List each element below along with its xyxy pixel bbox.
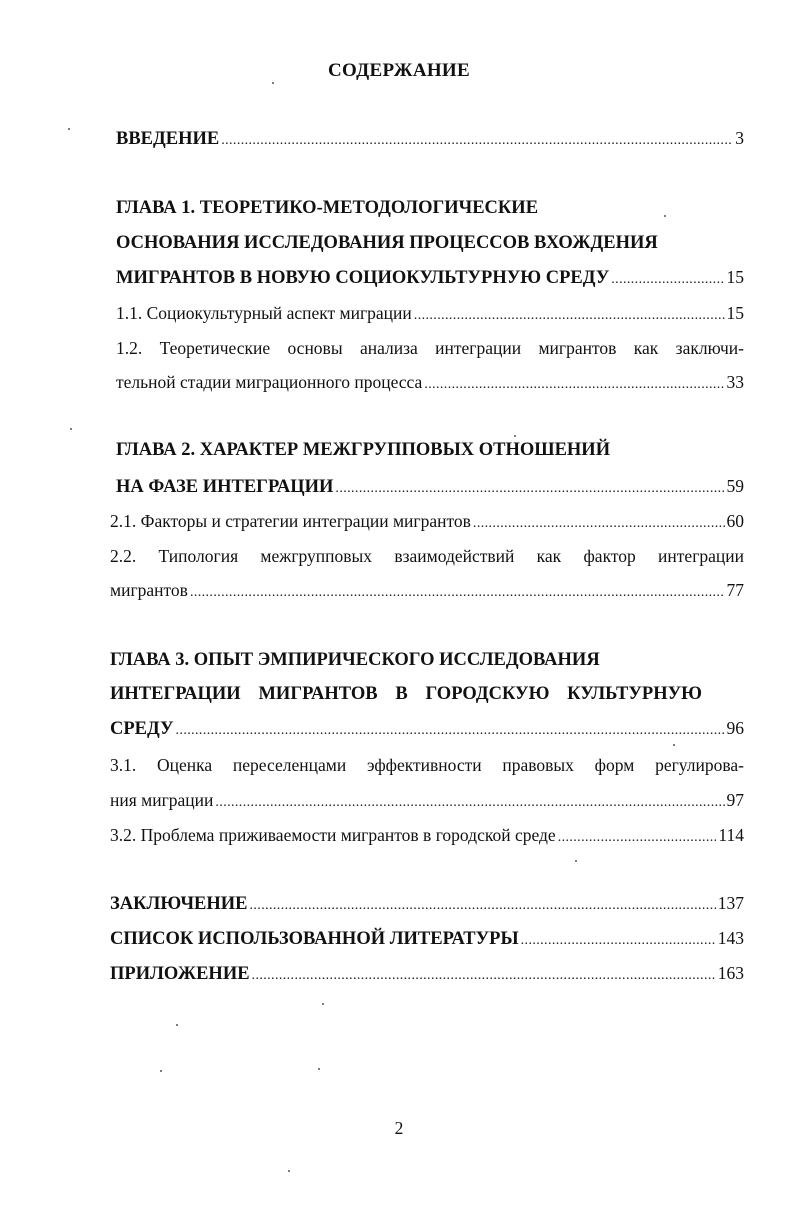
toc-leader	[176, 723, 725, 739]
toc-leader	[252, 968, 716, 984]
toc-label: ЗАКЛЮЧЕНИЕ	[110, 894, 248, 914]
toc-entry-intro	[116, 128, 744, 150]
toc-page: 77	[726, 580, 744, 600]
toc-label: ния миграции	[110, 790, 214, 810]
scan-speck	[160, 1070, 162, 1072]
chapter-2-title-line-1: ГЛАВА 2. ХАРАКТЕР МЕЖГРУППОВЫХ ОТНОШЕНИЙ	[116, 440, 611, 460]
toc-leader	[521, 933, 716, 949]
toc-entry-section-1-2	[116, 372, 744, 393]
toc-entry-appendix	[110, 963, 744, 985]
toc-leader	[335, 481, 724, 497]
toc-leader	[611, 272, 724, 288]
scan-speck	[318, 1068, 320, 1070]
section-3-1-line-1: 3.1. Оценка переселенцами эффективности правовых форм регулирова-	[110, 755, 744, 775]
toc-entry-chapter-3	[110, 718, 744, 740]
toc-leader	[190, 585, 725, 601]
chapter-1-title-line-1: ГЛАВА 1. ТЕОРЕТИКО-МЕТОДОЛОГИЧЕСКИЕ	[116, 198, 539, 218]
scan-speck	[288, 1170, 290, 1172]
chapter-3-title-line-2: ИНТЕГРАЦИИ МИГРАНТОВ В ГОРОДСКУЮ КУЛЬТУРНУЮ	[110, 684, 702, 704]
toc-entry-conclusion	[110, 893, 744, 915]
scan-speck	[68, 128, 70, 130]
toc-entry-references	[110, 928, 744, 950]
scan-speck	[514, 435, 516, 437]
toc-page: 163	[717, 963, 744, 983]
toc-label: мигрантов	[110, 580, 188, 600]
scan-speck	[664, 215, 666, 217]
toc-page: 15	[726, 267, 744, 287]
toc-entry-chapter-1	[116, 267, 744, 289]
toc-label: 2.1. Факторы и стратегии интеграции мигрантов	[110, 511, 471, 531]
toc-leader	[414, 308, 725, 324]
section-2-2-line-1: 2.2. Типология межгрупповых взаимодействий как фактор интеграции	[110, 546, 744, 566]
toc-label: 1.1. Социокультурный аспект миграции	[116, 303, 412, 323]
toc-page: 3	[735, 128, 744, 148]
toc-leader	[558, 830, 717, 846]
toc-page: 33	[726, 372, 744, 392]
toc-leader	[250, 898, 716, 914]
toc-leader	[221, 133, 733, 149]
scan-speck	[272, 82, 274, 84]
toc-entry-section-2-1	[110, 511, 744, 532]
toc-leader	[215, 795, 724, 811]
toc-page: 114	[718, 825, 744, 845]
scan-speck	[673, 744, 675, 746]
scan-speck	[176, 1024, 178, 1026]
toc-entry-section-3-1	[110, 790, 744, 811]
toc-page: 60	[726, 511, 744, 531]
scan-speck	[322, 1003, 324, 1005]
toc-entry-section-2-2	[110, 580, 744, 601]
toc-page: 96	[726, 718, 744, 738]
toc-page: 137	[717, 893, 744, 913]
toc-leader	[473, 516, 725, 532]
toc-label: ВВЕДЕНИЕ	[116, 129, 220, 149]
scan-speck	[70, 428, 72, 430]
toc-page: 15	[726, 303, 744, 323]
toc-label: 3.2. Проблема приживаемости мигрантов в городской среде	[110, 825, 556, 845]
toc-label: СРЕДУ	[110, 719, 174, 739]
toc-label: НА ФАЗЕ ИНТЕГРАЦИИ	[116, 477, 334, 497]
toc-label: тельной стадии миграционного процесса	[116, 372, 423, 392]
toc-page: 59	[726, 476, 744, 496]
scan-speck	[575, 860, 577, 862]
page-title: СОДЕРЖАНИЕ	[328, 60, 470, 81]
toc-label: ПРИЛОЖЕНИЕ	[110, 964, 250, 984]
toc-label: МИГРАНТОВ В НОВУЮ СОЦИОКУЛЬТУРНУЮ СРЕДУ	[116, 268, 610, 288]
section-1-2-line-1: 1.2. Теоретические основы анализа интеграции мигрантов как заключи-	[116, 338, 744, 358]
toc-page: 143	[717, 928, 744, 948]
toc-label: СПИСОК ИСПОЛЬЗОВАННОЙ ЛИТЕРАТУРЫ	[110, 929, 519, 949]
toc-leader	[424, 377, 724, 393]
page-number: 2	[394, 1118, 404, 1138]
toc-entry-chapter-2	[116, 476, 744, 498]
toc-entry-section-3-2	[110, 825, 744, 846]
toc-page: 97	[726, 790, 744, 810]
toc-entry-section-1-1	[116, 303, 744, 324]
chapter-3-title-line-1: ГЛАВА 3. ОПЫТ ЭМПИРИЧЕСКОГО ИССЛЕДОВАНИЯ	[110, 650, 600, 670]
chapter-1-title-line-2: ОСНОВАНИЯ ИССЛЕДОВАНИЯ ПРОЦЕССОВ ВХОЖДЕНИЯ	[116, 233, 658, 253]
